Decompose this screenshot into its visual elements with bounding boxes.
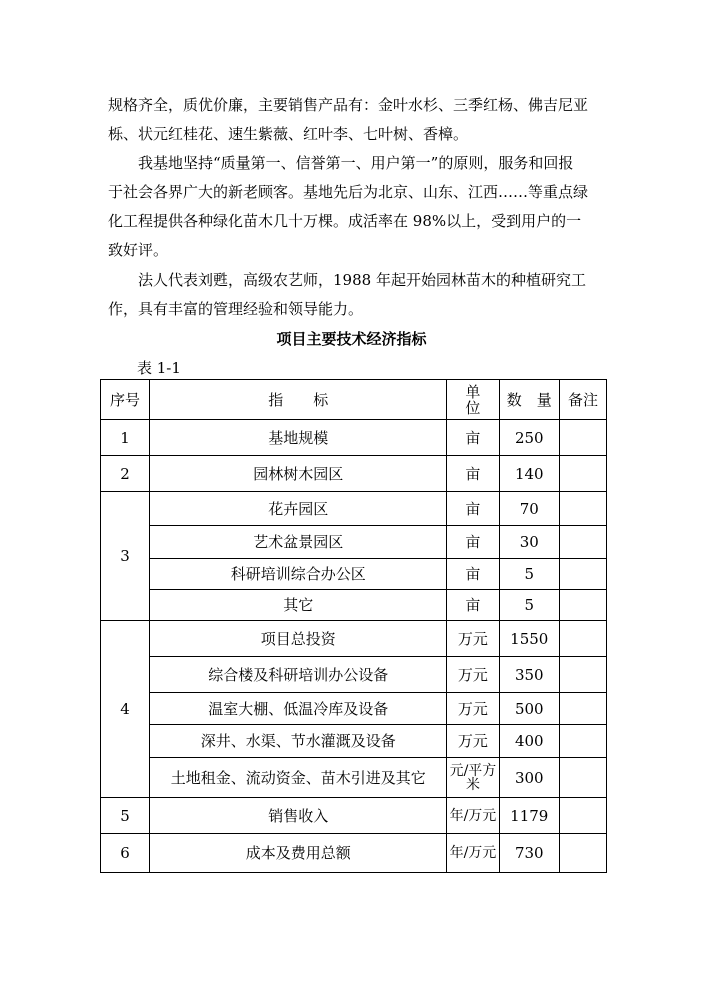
- row-remark: [560, 420, 607, 456]
- header-quantity: 数 量: [499, 380, 560, 420]
- row-unit: 亩: [447, 526, 499, 559]
- table-row: [101, 590, 607, 621]
- row-remark: [560, 725, 607, 758]
- row-seq: 4: [101, 621, 150, 798]
- row-indicator: 其它: [150, 590, 447, 621]
- table-label: 表 1-1: [137, 359, 181, 377]
- row-remark: [560, 492, 607, 526]
- row-unit: 年/万元: [447, 798, 499, 834]
- row-quantity: 1179: [499, 798, 560, 834]
- row-indicator: 销售收入: [150, 798, 447, 834]
- row-seq: 2: [101, 456, 150, 492]
- table-title: 项目主要技术经济指标: [276, 330, 427, 348]
- row-quantity: 500: [499, 693, 560, 725]
- header-seq: 序号: [101, 380, 150, 420]
- row-remark: [560, 758, 607, 798]
- row-remark: [560, 693, 607, 725]
- intro-paragraph-3: 法人代表刘甦，高级农艺师，1988 年起开始园林苗木的种植研究工作，具有丰富的管理经验和领导能力。: [108, 271, 586, 318]
- indicator-table: [100, 379, 607, 873]
- row-unit: 亩: [447, 420, 499, 456]
- row-indicator: 温室大棚、低温冷库及设备: [150, 693, 447, 725]
- row-indicator: 综合楼及科研培训办公设备: [150, 657, 447, 693]
- row-unit: 亩: [447, 456, 499, 492]
- row-unit: 亩: [447, 492, 499, 526]
- row-quantity: 250: [499, 420, 560, 456]
- row-indicator: 土地租金、流动资金、苗木引进及其它: [150, 758, 447, 798]
- header-remark: 备注: [560, 380, 607, 420]
- table-row: [101, 725, 607, 758]
- header-indicator: 指 标: [150, 380, 447, 420]
- row-seq: 5: [101, 798, 150, 834]
- table-row: [101, 492, 607, 526]
- row-unit: 元/平方米: [447, 758, 499, 798]
- table-row: [101, 834, 607, 873]
- intro-paragraph-1: 规格齐全，质优价廉，主要销售产品有：金叶水杉、三季红杨、佛吉尼亚栎、状元红桂花、速生紫薇、红叶李、七叶树、香樟。: [108, 96, 589, 143]
- row-quantity: 5: [499, 559, 560, 590]
- row-quantity: 30: [499, 526, 560, 559]
- row-unit: 亩: [447, 559, 499, 590]
- row-remark: [560, 456, 607, 492]
- row-remark: [560, 798, 607, 834]
- row-quantity: 400: [499, 725, 560, 758]
- row-quantity: 350: [499, 657, 560, 693]
- table-row: [101, 559, 607, 590]
- row-unit: 亩: [447, 590, 499, 621]
- row-indicator: 项目总投资: [150, 621, 447, 657]
- table-row: [101, 621, 607, 657]
- row-indicator: 基地规模: [150, 420, 447, 456]
- row-indicator: 花卉园区: [150, 492, 447, 526]
- row-remark: [560, 559, 607, 590]
- row-quantity: 730: [499, 834, 560, 873]
- row-quantity: 70: [499, 492, 560, 526]
- intro-paragraph-2: 我基地坚持“质量第一、信誉第一、用户第一”的原则，服务和回报于社会各界广大的新老顾客。基地先后为北京、山东、江西……等重点绿化工程提供各种绿化苗木几十万棵。成活率在 98%以上，受到用户的一致好评。: [108, 154, 589, 259]
- row-quantity: 1550: [499, 621, 560, 657]
- row-unit: 万元: [447, 657, 499, 693]
- row-remark: [560, 621, 607, 657]
- row-unit: 万元: [447, 621, 499, 657]
- row-seq: 1: [101, 420, 150, 456]
- row-quantity: 5: [499, 590, 560, 621]
- table-row: [101, 758, 607, 798]
- row-indicator: 艺术盆景园区: [150, 526, 447, 559]
- table-row: [101, 798, 607, 834]
- row-indicator: 科研培训综合办公区: [150, 559, 447, 590]
- row-remark: [560, 657, 607, 693]
- table-row: [101, 693, 607, 725]
- row-quantity: 300: [499, 758, 560, 798]
- row-seq: 6: [101, 834, 150, 873]
- row-unit: 万元: [447, 725, 499, 758]
- row-remark: [560, 590, 607, 621]
- row-indicator: 园林树木园区: [150, 456, 447, 492]
- row-remark: [560, 834, 607, 873]
- table-header-row: [101, 380, 607, 420]
- table-row: [101, 420, 607, 456]
- row-indicator: 深井、水渠、节水灌溉及设备: [150, 725, 447, 758]
- row-seq: 3: [101, 492, 150, 621]
- table-row: [101, 657, 607, 693]
- table-row: [101, 526, 607, 559]
- header-unit: 单 位: [447, 380, 499, 420]
- row-unit: 万元: [447, 693, 499, 725]
- row-indicator: 成本及费用总额: [150, 834, 447, 873]
- row-unit: 年/万元: [447, 834, 499, 873]
- row-quantity: 140: [499, 456, 560, 492]
- table-row: [101, 456, 607, 492]
- row-remark: [560, 526, 607, 559]
